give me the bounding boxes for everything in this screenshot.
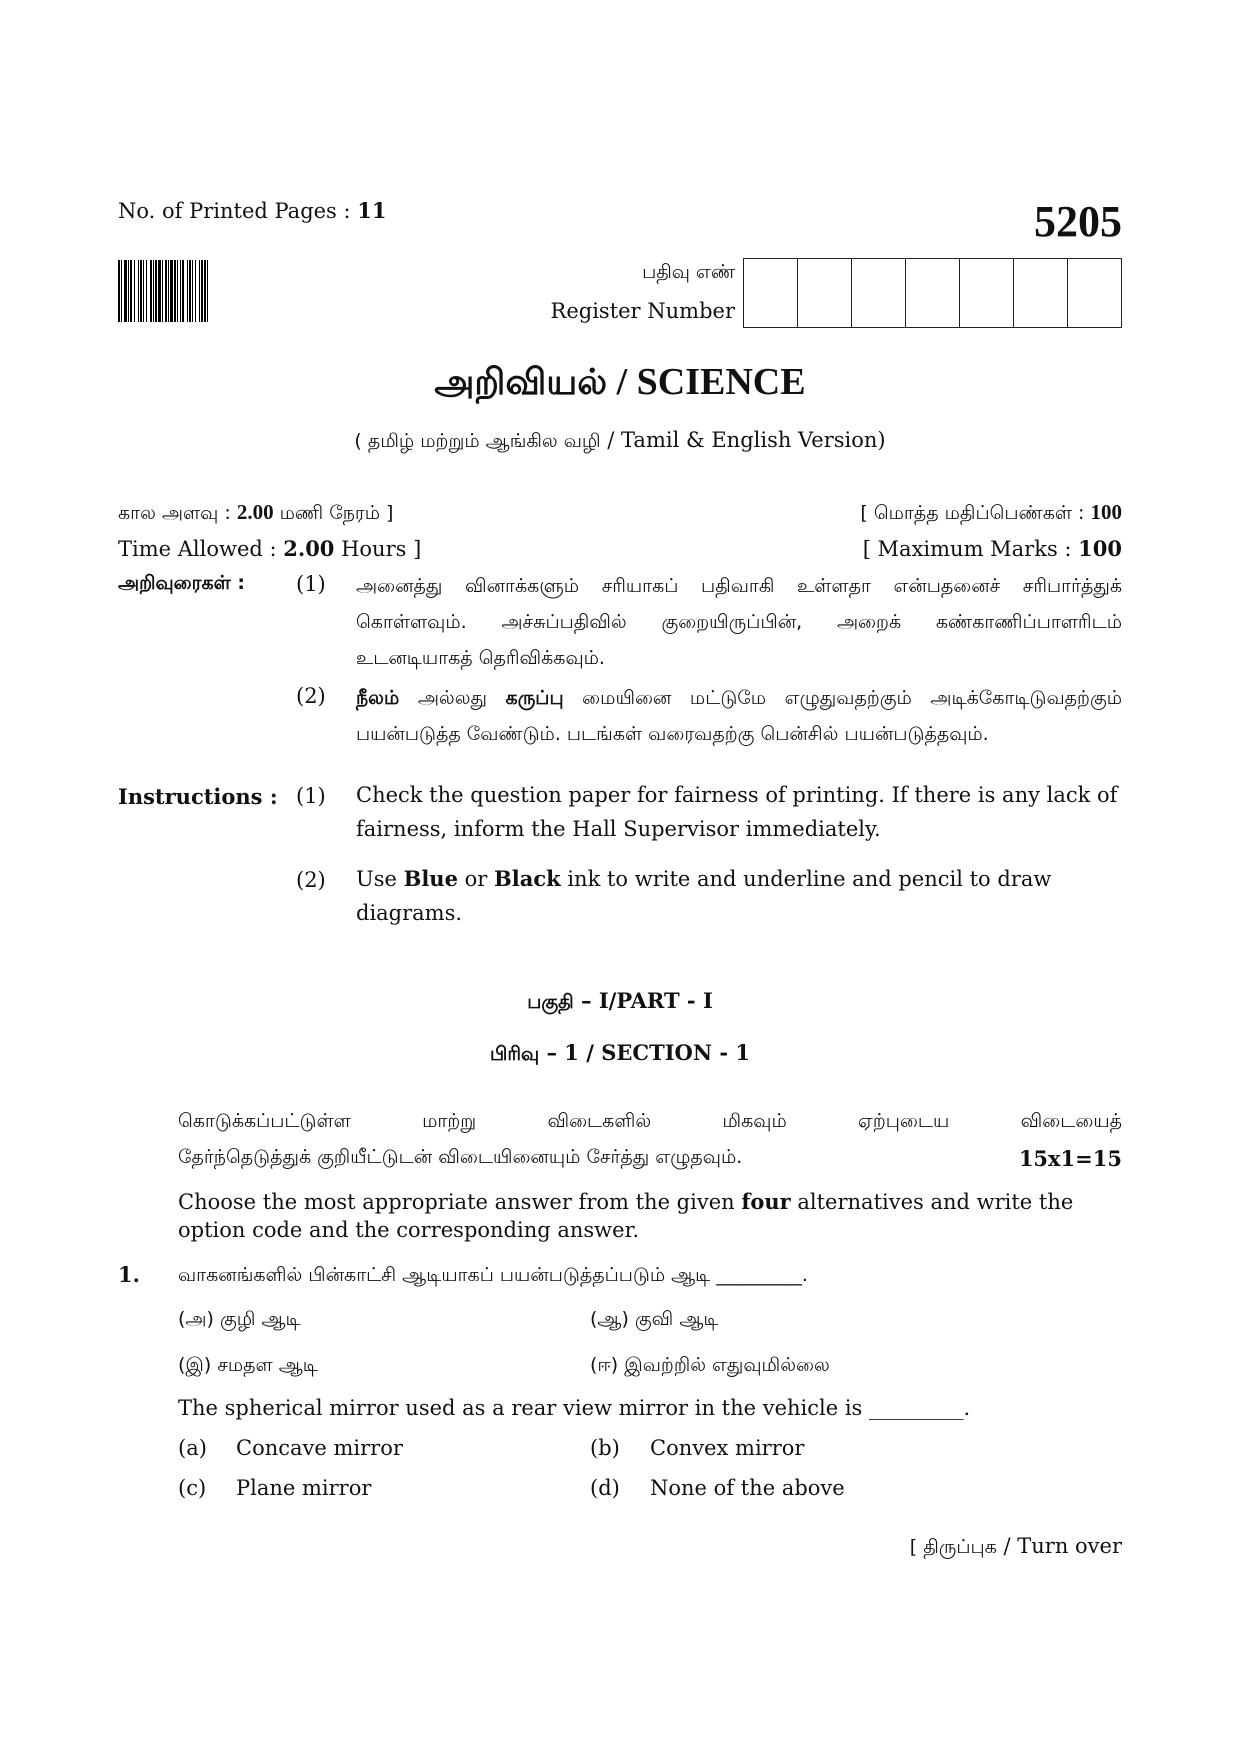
- instruction-en-1-text: Check the question paper for fairness of printing. If there is any lack of fairness, inform the Hall Supervisor immediately.: [356, 783, 1118, 841]
- directions-ta-line1: கொடுக்கப்பட்டுள்ள மாற்று விடைகளில் மிகவும் ஏற்புடைய விடையைத்: [178, 1110, 1122, 1132]
- instructions-en: [0, 783, 1240, 925]
- printed-pages-label: No. of Printed Pages :: [118, 199, 358, 223]
- register-box[interactable]: [852, 259, 906, 327]
- title-ta: அறிவியல்: [434, 362, 608, 403]
- register-box[interactable]: [1068, 259, 1121, 327]
- register-labels: [551, 258, 743, 326]
- register-label-ta: பதிவு எண்: [642, 261, 735, 283]
- printed-pages-value: 11: [357, 198, 387, 223]
- option-en-b-code: (b): [590, 1436, 620, 1460]
- version-line: [0, 428, 1240, 455]
- instruction-ta-2-number: (2): [296, 684, 326, 708]
- question-1-en: The spherical mirror used as a rear view mirror in the vehicle is _________.: [178, 1396, 971, 1420]
- instructions-en-label: Instructions :: [118, 784, 278, 809]
- register-box[interactable]: [798, 259, 852, 327]
- instruction-ta-1-number: (1): [296, 572, 326, 596]
- barcode: [118, 260, 322, 322]
- option-ta-b[interactable]: (ஆ) குவி ஆடி: [590, 1308, 719, 1330]
- version-en: / Tamil & English Version): [600, 428, 886, 452]
- instruction-ta-1-text: அனைத்து வினாக்களும் சரியாகப் பதிவாகி உள்ளதா என்பதனைச் சரிபார்த்துக் கொள்ளவும். அச்சுப்பதிவில் குறையிருப்பின், அறைக் கண்காணிப்பாளரிடம் உடனடியாகத் தெரிவிக்கவும்.: [356, 575, 1122, 669]
- paper-title: [0, 360, 1240, 408]
- register-box[interactable]: [960, 259, 1014, 327]
- option-en-d-text[interactable]: None of the above: [650, 1476, 845, 1500]
- turn-over: [ திருப்புக / Turn over: [909, 1534, 1122, 1558]
- register-label-en: Register Number: [550, 299, 735, 323]
- barcode-bar: [208, 260, 211, 322]
- time-ta: கால அளவு : 2.00 மணி நேரம் ]: [118, 500, 394, 524]
- option-en-c-code: (c): [178, 1476, 207, 1500]
- title-en: / SCIENCE: [607, 361, 806, 403]
- part-heading: பகுதி – I/PART - I: [527, 988, 713, 1013]
- time-marks-ta: [118, 500, 1122, 527]
- version-ta: ( தமிழ் மற்றும் ஆங்கில வழி: [354, 430, 601, 452]
- option-en-a-text[interactable]: Concave mirror: [236, 1436, 403, 1460]
- printed-pages: [118, 198, 387, 223]
- register-box[interactable]: [1014, 259, 1068, 327]
- marks-en: [ Maximum Marks : 100: [862, 536, 1122, 561]
- option-ta-c[interactable]: (இ) சமதள ஆடி: [178, 1354, 318, 1376]
- option-ta-d[interactable]: (ஈ) இவற்றில் எதுவுமில்லை: [590, 1354, 830, 1376]
- register-box[interactable]: [744, 259, 798, 327]
- instructions-ta-label: அறிவுரைகள் :: [118, 572, 245, 594]
- option-en-c-text[interactable]: Plane mirror: [236, 1476, 372, 1500]
- marks-ta: [ மொத்த மதிப்பெண்கள் : 100: [860, 500, 1122, 524]
- option-en-a-code: (a): [178, 1436, 207, 1460]
- option-en-b-text[interactable]: Convex mirror: [650, 1436, 805, 1460]
- option-en-d-code: (d): [590, 1476, 620, 1500]
- option-ta-a[interactable]: (அ) குழி ஆடி: [178, 1308, 301, 1330]
- instruction-en-2-number: (2): [296, 868, 326, 892]
- register-number-boxes[interactable]: [743, 258, 1122, 328]
- time-marks-en: [118, 536, 1122, 561]
- instruction-en-1-number: (1): [296, 784, 326, 808]
- question-number: 1.: [118, 1262, 140, 1287]
- instruction-ta-2-text: நீலம் அல்லது கருப்பு மையினை மட்டுமே எழுதுவதற்கும் அடிக்கோடிடுவதற்கும் பயன்படுத்த வேண்டும். படங்கள் வரைவதற்கு பென்சில் பயன்படுத்தவும்.: [356, 687, 1123, 745]
- directions-ta-line2: தேர்ந்தெடுத்துக் குறியீட்டுடன் விடையினையும் சேர்த்து எழுதவும்.: [178, 1146, 743, 1168]
- instructions-ta: [0, 572, 1240, 782]
- instruction-en-2-text: Use Blue or Black ink to write and underline and pencil to draw diagrams.: [356, 866, 1052, 925]
- register-box[interactable]: [906, 259, 960, 327]
- directions-marks: 15x1=15: [1018, 1146, 1122, 1171]
- register-number-block: [551, 258, 1122, 328]
- paper-code: 5205: [1034, 197, 1122, 246]
- section-heading: பிரிவு – 1 / SECTION - 1: [489, 1040, 750, 1065]
- question-1-ta: வாகனங்களில் பின்காட்சி ஆடியாகப் பயன்படுத்தப்படும் ஆடி _________.: [178, 1264, 808, 1286]
- time-en: Time Allowed : 2.00 Hours ]: [118, 536, 422, 561]
- directions-en: Choose the most appropriate answer from the given four alternatives and write the option code and the corresponding answer.: [178, 1189, 1074, 1242]
